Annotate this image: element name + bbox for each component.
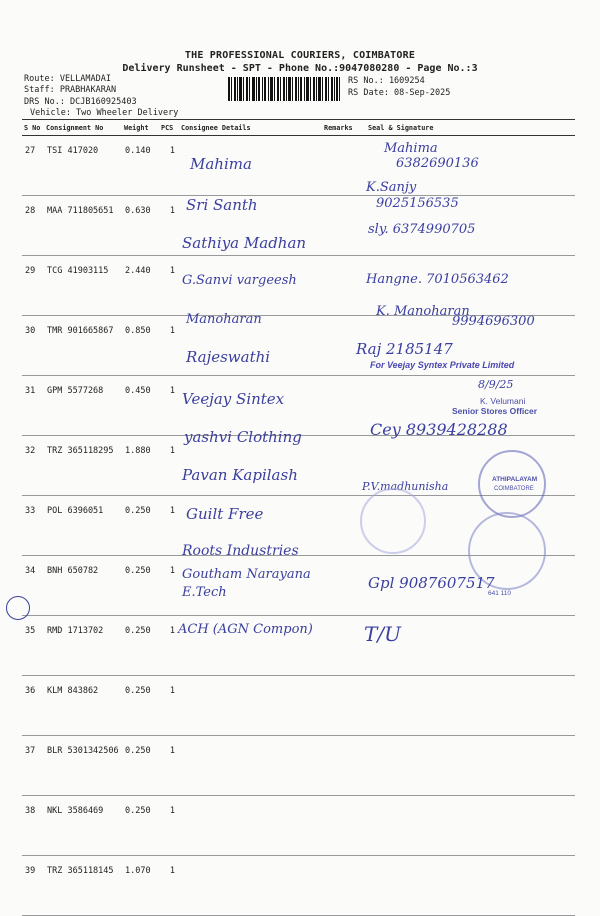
sno-cell: 33 [22,496,44,556]
col-weight: Weight [122,120,159,136]
sno-cell: 36 [22,676,44,736]
signature: 9994696300 [452,314,535,329]
consignee-handwriting: Goutham Narayana E.Tech [182,567,311,600]
weight-cell: 1.880 [122,436,159,496]
sno-cell: 35 [22,616,44,676]
consignee-handwriting: Veejay Sintex [182,390,285,408]
consignee-handwriting: Roots Industries [182,543,299,559]
consignment-cell: TSI 417020 [44,136,122,196]
signature: K. Manoharan [376,304,470,319]
athipalayam-stamp [478,450,546,518]
consignee-handwriting: Mahima [190,155,252,173]
col-sno: S No [22,120,44,136]
sno-cell: 30 [22,316,44,376]
barcode [228,77,340,101]
sno-cell: 31 [22,376,44,436]
consignment-cell: NKL 3586469 [44,796,122,856]
signature: P.V.madhunisha [362,480,449,493]
consignee-handwriting: Rajeswathi [186,348,271,366]
faint-round-stamp [360,488,426,554]
table-header [22,120,575,136]
pcs-cell: 1 [159,856,179,916]
consignment-cell: BLR 5301342506 [44,736,122,796]
signature: Cey 8939428288 [370,420,508,439]
table-row [22,796,575,856]
sno-cell: 38 [22,796,44,856]
vehicle-label: Vehicle: Two Wheeler Delivery [30,108,179,118]
pcs-cell: 1 [159,376,179,436]
col-pcs: PCS [159,120,179,136]
consignment-cell: KLM 843862 [44,676,122,736]
consignee-handwriting: Sathiya Madhan [182,234,307,252]
sno-cell: 29 [22,256,44,316]
runsheet-subtitle: Delivery Runsheet - SPT - Phone No.:9047080280 - Page No.:3 [122,63,478,74]
stamp-text-mid: COIMBATORE [494,486,534,492]
signature: Gpl 9087607517 [368,574,495,592]
weight-cell: 0.250 [122,736,159,796]
table-row [22,676,575,736]
consignment-cell: MAA 711805651 [44,196,122,256]
table-row [22,736,575,796]
weight-cell: 0.250 [122,616,159,676]
consignment-cell: RMD 1713702 [44,616,122,676]
weight-cell: 0.250 [122,676,159,736]
company-title: THE PROFESSIONAL COURIERS, COIMBATORE [184,50,416,61]
table-row [22,136,575,196]
pcs-cell: 1 [159,196,179,256]
pcs-cell: 1 [159,736,179,796]
weight-cell: 0.250 [122,496,159,556]
signature: 8/9/25 [478,378,514,391]
consignment-cell: TRZ 365118145 [44,856,122,916]
signature: 6382690136 [396,156,479,171]
weight-cell: 1.070 [122,856,159,916]
signature: Raj 2185147 [356,340,453,358]
rs-number: RS No.: 1609254 [348,76,425,86]
route-label: Route: VELLAMADAI [24,74,111,84]
consignee-handwriting: G.Sanvi vargeesh [182,273,297,288]
col-signature: Seal & Signature [366,120,575,136]
weight-cell: 0.250 [122,556,159,616]
col-consignee: Consignee Details [179,120,322,136]
consignment-cell: TCG 41903115 [44,256,122,316]
consignee-handwriting: yashvi Clothing [184,428,302,446]
consignee-handwriting: Guilt Free [186,505,264,523]
pcs-cell: 1 [159,436,179,496]
weight-cell: 0.250 [122,796,159,856]
sno-cell: 34 [22,556,44,616]
weight-cell: 0.850 [122,316,159,376]
signature: T/U [364,622,401,646]
weight-cell: 2.440 [122,256,159,316]
consignment-cell: GPM 5577268 [44,376,122,436]
staff-label: Staff: PRABHAKARAN [24,85,117,95]
weight-cell: 0.140 [122,136,159,196]
row-39-circle-mark [6,596,30,620]
consignment-cell: POL 6396051 [44,496,122,556]
consignment-cell: BNH 650782 [44,556,122,616]
rs-date: RS Date: 08-Sep-2025 [348,88,451,98]
pcs-cell: 1 [159,676,179,736]
signature: sly. 6374990705 [368,222,476,237]
consignee-handwriting: Sri Santh [186,196,258,214]
signature: 9025156535 [376,196,459,211]
table-row [22,856,575,916]
pcs-cell: 1 [159,256,179,316]
consignee-handwriting: ACH (AGN Compon) [178,622,313,637]
veejay-stamp-company: For Veejay Syntex Private Limited [370,360,515,370]
signature: K.Sanjy [366,180,417,195]
col-consignment: Consignment No [44,120,122,136]
pcs-cell: 1 [159,496,179,556]
stamp-text-top: ATHIPALAYAM [492,476,538,483]
consignee-handwriting: Pavan Kapilash [182,466,298,484]
sno-cell: 27 [22,136,44,196]
veejay-stamp-designation: Senior Stores Officer [452,406,538,416]
pcs-cell: 1 [159,556,179,616]
drs-number: DRS No.: DCJB160925403 [24,97,137,107]
weight-cell: 0.450 [122,376,159,436]
signature: Mahima [384,141,438,156]
stamp-text-bottom: 641 110 [488,590,512,597]
pcs-cell: 1 [159,796,179,856]
weight-cell: 0.630 [122,196,159,256]
sno-cell: 28 [22,196,44,256]
pcs-cell: 1 [159,136,179,196]
veejay-stamp-name: K. Velumani [480,396,526,406]
consignment-cell: TRZ 365118295 [44,436,122,496]
consignment-cell: TMR 901665867 [44,316,122,376]
consignee-handwriting: Manoharan [186,312,262,327]
sno-cell: 39 [22,856,44,916]
signature: Hangne. 7010563462 [366,272,509,287]
col-remarks: Remarks [322,120,366,136]
sno-cell: 37 [22,736,44,796]
pcs-cell: 1 [159,616,179,676]
pcs-cell: 1 [159,316,179,376]
sno-cell: 32 [22,436,44,496]
